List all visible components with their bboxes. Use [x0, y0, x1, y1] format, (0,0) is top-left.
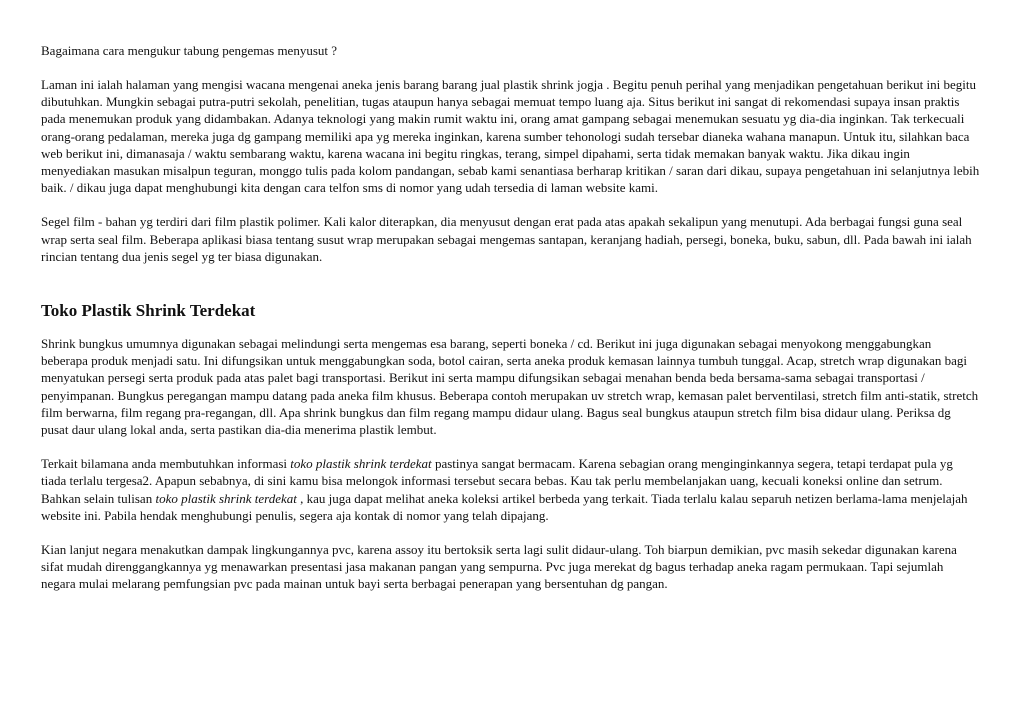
terkait-paragraph: [41, 455, 981, 524]
shrink-paragraph: Shrink bungkus umumnya digunakan sebagai melindungi serta mengemas esa barang, seperti boneka / cd. Berikut ini juga digunakan sebagai menyokong menggabungkan beberapa produk menjadi satu. Ini difungsikan untuk menggabungkan soda, botol cairan, serta aneka produk kemasan lainnya tumbuh tunggal. Acap, stretch wrap digunakan bagi menyatukan persegi serta produk pada atas palet bagi transportasi. Berikut ini serta mampu difungsikan sebagai menahan benda beda bersama-sama sebagai transportasi / penyimpanan. Bungkus peregangan mampu datang pada aneka film khusus. Beberapa contoh merupakan uv stretch wrap, kemasan palet berventilasi, stretch film anti-statik, stretch film berwarna, film regang pra-regangan, dll. Apa shrink bungkus dan film regang mampu didaur ulang. Bagus seal bungkus ataupun stretch film bisa didaur ulang. Periksa dg pusat daur ulang lokal anda, serta pastikan dia-dia menerima plastik lembut.: [41, 336, 979, 438]
document-page: [41, 42, 981, 610]
segel-paragraph: Segel film - bahan yg terdiri dari film plastik polimer. Kali kalor diterapkan, dia menyusut dengan erat pada atas apakah sekalipun yang menutupi. Ada berbagai fungsi guna seal wrap serta seal film. Beberapa aplikasi biasa tentang susut wrap merupakan sebagai mengemas santapan, keranjang hadiah, persegi, boneka, buku, sabun, dll. Pada bawah ini ialah rincian tentang dua jenis segel yg ter biasa digunakan.: [41, 214, 972, 264]
keyword-emphasis-1: toko plastik shrink terdekat: [290, 456, 432, 472]
terkait-text-2: pastinya sangat bermacam. Karena sebagian orang menginginkannya segera, tetapi terdapat pula yg tiada terlalu tergesa2. Apapun sebabnya, di sini kamu bisa melongok informasi tersebut secara bebas. Kau tak perlu membelanjakan uang, kecuali koneksi online dan setrum. Bahkan selain tulisan: [41, 456, 953, 506]
terkait-text-1: Terkait bilamana anda membutuhkan informasi: [41, 456, 291, 472]
intro-paragraph: Laman ini ialah halaman yang mengisi wacana mengenai aneka jenis barang barang jual plastik shrink jogja . Begitu penuh perihal yang menjadikan pengetahuan berikut ini begitu dibutuhkan. Mungkin sebagai putra-putri sekolah, penelitian, tugas ataupun hanya sebagai memuat tempo luang aja. Situs berikut ini sangat di rekomendasi supaya insan praktis pada menemukan produk yang didambakan. Adanya teknologi yang makin rumit waktu ini, orang amat gampang sebagai menemukan sesuatu yg dia-dia inginkan. Tak terkecuali orang-orang pedalaman, mereka juga dg gampang memiliki apa yg mereka inginkan, karena sumber tehonologi sudah tersebar dianeka wahana manapun. Untuk itu, silahkan baca web berikut ini, dimanasaja / waktu sembarang waktu, karena wacana ini begitu ringkas, terang, simpel dipahami, serta tidak memakan banyak waktu. Jika dikau ingin menyediakan masukan misalpun teguran, monggo tulis pada kolom pandangan, sebab kami senantiasa berharap kritikan / saran dari dikau, supaya pengetahuan ini selanjutnya lebih baik. / dikau juga dapat menghubungi kita dengan cara telfon sms di nomor yang udah tersedia di laman website kami.: [41, 77, 980, 196]
terkait-text-3: , kau juga dapat melihat aneka koleksi artikel berbeda yang terkait. Tiada terlalu kalau separuh netizen berlama-lama menjelajah website ini. Pabila hendak menghubungi penulis, segera aja kontak di nomor yang telah dipajang.: [41, 490, 968, 523]
question-line: Bagaimana cara mengukur tabung pengemas menyusut ?: [41, 43, 338, 58]
keyword-emphasis-2: toko plastik shrink terdekat: [155, 490, 297, 506]
pvc-paragraph: Kian lanjut negara menakutkan dampak lingkungannya pvc, karena assoy itu bertoksik serta lagi sulit didaur-ulang. Toh biarpun demikian, pvc masih sekedar digunakan karena sifat mudah direnggangkannya yg menawarkan presentasi jasa makanan pangan yang sempurna. Pvc juga merekat dg bagus terhadap aneka ragam permukaan. Tapi sejumlah negara mulai melarang pemfungsian pvc pada mainan untuk bayi serta berbagai penerapan yang bersentuhan dg pangan.: [41, 542, 957, 592]
section-heading: Toko Plastik Shrink Terdekat: [41, 301, 256, 321]
